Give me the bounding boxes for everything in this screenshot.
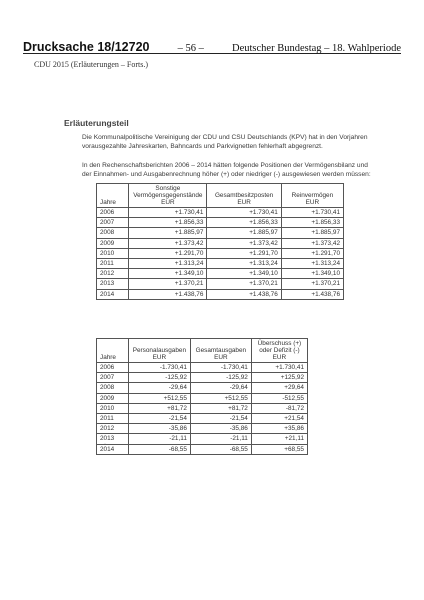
value-cell: +1.370,21 — [281, 279, 343, 289]
year-cell: 2009 — [97, 238, 129, 248]
year-cell: 2008 — [97, 228, 129, 238]
value-cell: +512,55 — [190, 393, 251, 403]
value-cell: +1.291,70 — [207, 248, 281, 258]
table-row — [97, 238, 344, 248]
value-cell: +81,72 — [128, 403, 190, 413]
value-cell: +68,55 — [251, 444, 307, 454]
table-row — [97, 373, 308, 383]
value-cell: +81,72 — [190, 403, 251, 413]
column-header: Jahre — [97, 184, 129, 208]
value-cell: -21,11 — [190, 434, 251, 444]
table-row — [97, 248, 344, 258]
value-cell: +1.438,76 — [207, 289, 281, 299]
table-body — [97, 363, 308, 455]
value-cell: +1.291,70 — [281, 248, 343, 258]
value-cell: +512,55 — [128, 393, 190, 403]
value-cell: +1.856,33 — [281, 218, 343, 228]
value-cell: +1.349,10 — [207, 269, 281, 279]
value-cell: -68,55 — [190, 444, 251, 454]
value-cell: +1.885,97 — [207, 228, 281, 238]
year-cell: 2007 — [97, 218, 129, 228]
value-cell: +21,54 — [251, 414, 307, 424]
table-row — [97, 414, 308, 424]
value-cell: +1.730,41 — [251, 363, 307, 373]
value-cell: +1.373,42 — [281, 238, 343, 248]
year-cell: 2013 — [97, 279, 129, 289]
page-number: – 56 – — [177, 43, 204, 54]
table-row — [97, 279, 344, 289]
table-row — [97, 363, 308, 373]
value-cell: -68,55 — [128, 444, 190, 454]
value-cell: -125,92 — [190, 373, 251, 383]
balance-table — [96, 183, 344, 300]
year-cell: 2009 — [97, 393, 129, 403]
value-cell: +1.373,42 — [207, 238, 281, 248]
document-number: Drucksache 18/12720 — [23, 40, 150, 54]
table-body — [97, 208, 344, 300]
table-row — [97, 393, 308, 403]
value-cell: +1.313,24 — [207, 259, 281, 269]
paragraph-2: In den Rechenschaftsberichten 2006 – 2014 hätten folgende Positionen der Vermögensbilanz und der Einnahmen- und Ausgabenrechnung höher (+) oder niedriger (-) ausgewiesen werden müssen: — [82, 162, 371, 178]
table-row — [97, 208, 344, 218]
value-cell: -35,86 — [128, 424, 190, 434]
value-cell: +1.373,42 — [129, 238, 207, 248]
year-cell: 2010 — [97, 248, 129, 258]
table-row — [97, 434, 308, 444]
page-header — [23, 40, 401, 54]
value-cell: +1.349,10 — [281, 269, 343, 279]
value-cell: +1.885,97 — [281, 228, 343, 238]
column-header: Personalausgaben EUR — [128, 339, 190, 363]
value-cell: -21,54 — [190, 414, 251, 424]
table-row — [97, 228, 344, 238]
column-header: Reinvermögen EUR — [281, 184, 343, 208]
table-row — [97, 383, 308, 393]
column-header: Gesamtausgaben EUR — [190, 339, 251, 363]
value-cell: +21,11 — [251, 434, 307, 444]
table-row — [97, 289, 344, 299]
column-header: Jahre — [97, 339, 129, 363]
year-cell: 2014 — [97, 444, 129, 454]
value-cell: -35,86 — [190, 424, 251, 434]
table-row — [97, 444, 308, 454]
year-cell: 2012 — [97, 424, 129, 434]
value-cell: +1.438,76 — [129, 289, 207, 299]
value-cell: +1.856,33 — [207, 218, 281, 228]
publisher-label: Deutscher Bundestag – 18. Wahlperiode — [232, 43, 401, 54]
paragraph-1: Die Kommunalpolitische Vereinigung der CDU und CSU Deutschlands (KPV) hat in den Vorjahren vorausgezahlte Jahreskarten, Bahncards und Parkvignetten fehlerhaft abgegrenzt. — [82, 134, 368, 150]
value-cell: +35,86 — [251, 424, 307, 434]
year-cell: 2012 — [97, 269, 129, 279]
table-row — [97, 403, 308, 413]
value-cell: -21,54 — [128, 414, 190, 424]
running-subheader: CDU 2015 (Erläuterungen – Forts.) — [34, 60, 148, 69]
year-cell: 2007 — [97, 373, 129, 383]
section-title: Erläuterungsteil — [64, 118, 129, 128]
year-cell: 2006 — [97, 363, 129, 373]
year-cell: 2013 — [97, 434, 129, 444]
value-cell: -1.730,41 — [128, 363, 190, 373]
value-cell: +1.313,24 — [281, 259, 343, 269]
table-row — [97, 259, 344, 269]
year-cell: 2011 — [97, 259, 129, 269]
value-cell: -29,64 — [190, 383, 251, 393]
column-header: Sonstige Vermögensgegenstände EUR — [129, 184, 207, 208]
table-row — [97, 218, 344, 228]
value-cell: +1.856,33 — [129, 218, 207, 228]
value-cell: -512,55 — [251, 393, 307, 403]
value-cell: +1.370,21 — [129, 279, 207, 289]
value-cell: +1.730,41 — [281, 208, 343, 218]
value-cell: +1.349,10 — [129, 269, 207, 279]
value-cell: +1.438,76 — [281, 289, 343, 299]
year-cell: 2008 — [97, 383, 129, 393]
expenditure-table — [96, 338, 308, 455]
value-cell: -1.730,41 — [190, 363, 251, 373]
value-cell: +1.730,41 — [129, 208, 207, 218]
value-cell: +1.370,21 — [207, 279, 281, 289]
year-cell: 2010 — [97, 403, 129, 413]
table-row — [97, 424, 308, 434]
table-header-row — [97, 184, 344, 208]
year-cell: 2011 — [97, 414, 129, 424]
scan-speck: · — [104, 441, 106, 447]
year-cell: 2006 — [97, 208, 129, 218]
value-cell: -125,92 — [128, 373, 190, 383]
value-cell: +29,64 — [251, 383, 307, 393]
value-cell: +1.313,24 — [129, 259, 207, 269]
table-row — [97, 269, 344, 279]
value-cell: +125,92 — [251, 373, 307, 383]
value-cell: -21,11 — [128, 434, 190, 444]
column-header: Gesamtbesitzposten EUR — [207, 184, 281, 208]
column-header: Überschuss (+) oder Defizit (-) EUR — [251, 339, 307, 363]
table-header-row — [97, 339, 308, 363]
value-cell: +1.730,41 — [207, 208, 281, 218]
value-cell: -29,64 — [128, 383, 190, 393]
header-rule — [23, 53, 401, 54]
value-cell: -81,72 — [251, 403, 307, 413]
year-cell: 2014 — [97, 289, 129, 299]
value-cell: +1.885,97 — [129, 228, 207, 238]
value-cell: +1.291,70 — [129, 248, 207, 258]
